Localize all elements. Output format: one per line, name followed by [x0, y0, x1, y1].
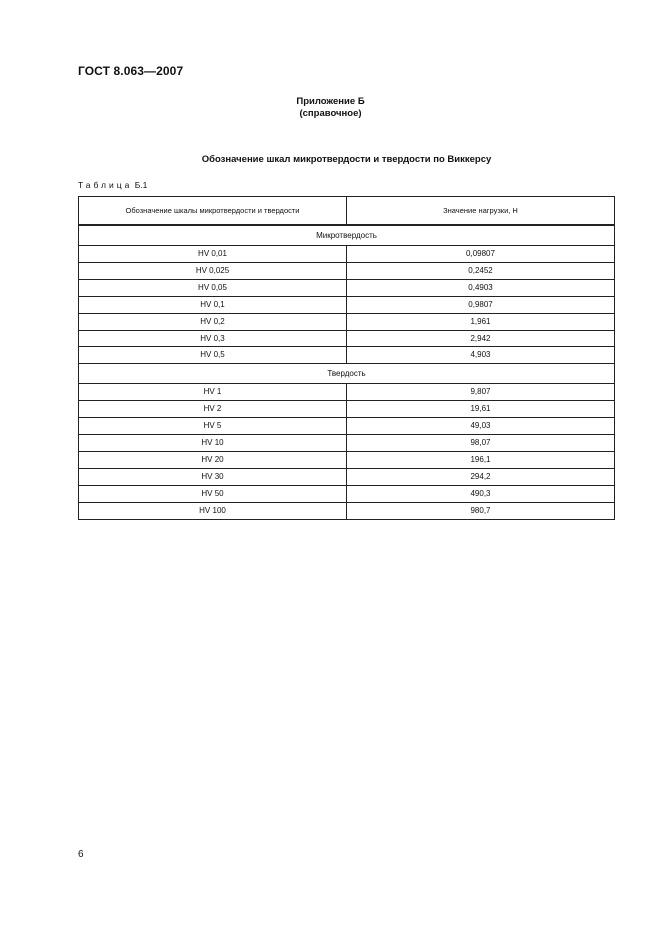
load-cell: 294,2: [347, 468, 615, 485]
column-header-scale: Обозначение шкалы микротвердости и твердости: [79, 197, 347, 226]
load-cell: 0,2452: [347, 262, 615, 279]
table-row: [79, 246, 615, 263]
scale-cell: HV 30: [79, 468, 347, 485]
table-row: [79, 279, 615, 296]
group-label: Микротвердость: [79, 225, 615, 246]
appendix-heading: [0, 96, 661, 120]
load-cell: 0,09807: [347, 246, 615, 263]
table-row: [79, 451, 615, 468]
scale-cell: HV 50: [79, 485, 347, 502]
table-row: [79, 485, 615, 502]
table-header-row: [79, 197, 615, 226]
table-row: [79, 347, 615, 364]
table-row: [79, 384, 615, 401]
scale-cell: HV 20: [79, 451, 347, 468]
appendix-title: Приложение Б: [296, 96, 365, 107]
scale-cell: HV 0,5: [79, 347, 347, 364]
scale-cell: HV 0,05: [79, 279, 347, 296]
load-cell: 0,4903: [347, 279, 615, 296]
table-caption: [78, 180, 147, 190]
vickers-scales-table: [78, 196, 615, 520]
load-cell: 2,942: [347, 330, 615, 347]
scale-cell: HV 2: [79, 401, 347, 418]
scale-cell: HV 10: [79, 435, 347, 452]
load-cell: 196,1: [347, 451, 615, 468]
scale-cell: HV 0,2: [79, 313, 347, 330]
load-cell: 9,807: [347, 384, 615, 401]
table-row: [79, 401, 615, 418]
page-number: 6: [78, 849, 84, 860]
load-cell: 19,61: [347, 401, 615, 418]
table-row: [79, 502, 615, 519]
table-row: [79, 330, 615, 347]
table-row: [79, 435, 615, 452]
table-row: [79, 296, 615, 313]
load-cell: 0,9807: [347, 296, 615, 313]
table-caption-label: Таблица: [78, 180, 133, 190]
load-cell: 98,07: [347, 435, 615, 452]
load-cell: 490,3: [347, 485, 615, 502]
section-title: Обозначение шкал микротвердости и твердости по Виккерсу: [201, 154, 492, 165]
appendix-subtitle: (справочное): [299, 108, 362, 119]
scale-cell: HV 0,3: [79, 330, 347, 347]
scale-cell: HV 1: [79, 384, 347, 401]
load-cell: 49,03: [347, 418, 615, 435]
group-row-hardness: [79, 364, 615, 384]
scale-cell: HV 5: [79, 418, 347, 435]
table-row: [79, 262, 615, 279]
load-cell: 980,7: [347, 502, 615, 519]
document-id: ГОСТ 8.063—2007: [78, 64, 184, 78]
group-label: Твердость: [79, 364, 615, 384]
load-cell: 4,903: [347, 347, 615, 364]
group-row-microhardness: [79, 225, 615, 246]
scale-cell: HV 100: [79, 502, 347, 519]
table-caption-number: Б.1: [134, 180, 148, 190]
table-row: [79, 418, 615, 435]
table-row: [79, 313, 615, 330]
scale-cell: HV 0,025: [79, 262, 347, 279]
table-row: [79, 468, 615, 485]
scale-cell: HV 0,01: [79, 246, 347, 263]
scale-cell: HV 0,1: [79, 296, 347, 313]
load-cell: 1,961: [347, 313, 615, 330]
column-header-load: Значение нагрузки, Н: [347, 197, 615, 226]
